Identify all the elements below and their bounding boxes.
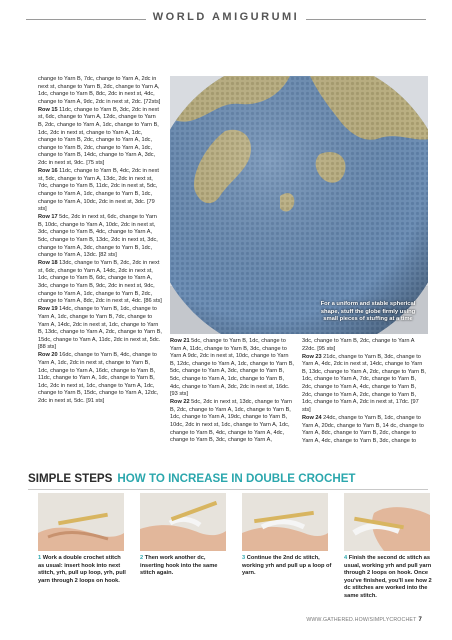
- row-label: Row 18: [38, 260, 58, 267]
- page-footer: [306, 617, 422, 623]
- row-instructions: change to Yarn B, 7dc, change to Yarn A, 2dc in next st, change to Yarn B, 2dc, change to Yarn A, 1dc, change to Yarn B, 8dc, 2dc in next st, 4dc, change to Yarn A, 9dc, 2dc in next st, 2dc. [72sts]: [38, 76, 161, 105]
- row-label: Row 17: [38, 214, 58, 221]
- steps-title-sub: HOW TO INCREASE IN DOUBLE CROCHET: [117, 472, 356, 485]
- row-instructions: 13dc, change to Yarn B, 2dc, 2dc in next st, 6dc, change to Yarn A, 14dc, 2dc in next st, 1dc, change to Yarn B, 6dc, change to Yarn A, 3dc, change to Yarn B, 9dc, 2dc in next st, 9dc, change to Yarn A, 1dc, change to Yarn B, 2dc, change to Yarn A, 8dc, 2dc in next st, 4dc. [86 sts]: [38, 260, 162, 305]
- row-label: Row 24: [302, 414, 322, 421]
- pattern-row: [170, 399, 294, 445]
- row-instructions: 5dc, change to Yarn B, 1dc, change to Yarn A, 11dc, change to Yarn B, 3dc, change to Yarn A 9dc, 2dc in next st, 10dc, change to Yarn B, 12dc, change to Yarn A, 1dc, change to Yarn B, 5dc, change to Yarn A, 3dc, change to Yarn B, 5dc, change to Yarn A, 1dc, change to Yarn B, 4dc, change to Yarn A, 3dc, 2dc in next st, 16dc. [93 sts]: [170, 338, 294, 398]
- pattern-row: [302, 338, 428, 353]
- simple-steps-heading: [28, 472, 356, 485]
- row-instructions: 11dc, change to Yarn B, 3dc, 2dc in next st, 6dc, change to Yarn A, 12dc, change to Yarn B, 2dc, change to Yarn A, 1dc, change to Yarn B, 1dc, 2dc in next st, change to Yarn A, 1dc, change to Yarn B, 2dc, change to Yarn A, 1dc, change to Yarn B, 2dc, change to Yarn A, 1dc, change to Yarn B, 14dc, change to Yarn A, 3dc, 2dc in next st, 9dc. [75 sts]: [38, 106, 159, 167]
- photo-caption: For a uniform and stable spherical shape, stuff the globe firmly using small pieces of stuffing at a time: [320, 301, 416, 323]
- step-1-photo: [38, 493, 124, 551]
- globe-illustration: [170, 76, 428, 334]
- magazine-section-title: WORLD AMIGURUMI: [152, 11, 300, 23]
- pattern-row: [38, 107, 162, 168]
- row-instructions: 5dc, 2dc in next st, 6dc, change to Yarn B, 10dc, change to Yarn A, 10dc, 2dc in next st, 3dc, change to Yarn B, 4dc, change to Yarn A, 5dc, change to Yarn B, 13dc, 2dc in next st, 3dc, change to Yarn A, 3dc, change to Yarn B, 1dc, change to Yarn A, 13dc. [82 sts]: [38, 214, 158, 259]
- step-2-text: 2 Then work another dc, inserting hook into the same stitch again.: [140, 555, 218, 577]
- row-instructions: 3dc, change to Yarn B, 2dc, change to Yarn A 22dc. [95 sts]: [302, 338, 415, 352]
- pattern-row: [38, 260, 162, 306]
- steps-rule: [28, 489, 428, 490]
- page-header: [0, 0, 452, 34]
- footer-url: WWW.GATHERED.HOW/SIMPLYCROCHET: [306, 617, 417, 623]
- row-label: Row 21: [170, 338, 190, 344]
- globe-shading: [170, 76, 428, 334]
- pattern-row: [38, 306, 162, 352]
- row-label: Row 22: [170, 399, 190, 406]
- pattern-row: [38, 168, 162, 214]
- pattern-row: [38, 76, 162, 106]
- row-instructions: 11dc, change to Yarn B, 4dc, 2dc in next st, 5dc, change to Yarn A, 13dc, 2dc in next st, 7dc, change to Yarn B, 11dc, 2dc in next st, 5dc, change to Yarn A, 1dc, change to Yarn B, 1dc, change to Yarn A, 10dc, 2dc in next st, 3dc. [79 sts]: [38, 168, 159, 213]
- page-number: 7: [418, 617, 422, 623]
- steps-title-main: SIMPLE STEPS: [28, 472, 113, 485]
- pattern-column-right: [302, 338, 428, 446]
- step-4-text: 4 Finish the second dc stitch as usual, working yrh and pull yarn through 2 loops on hook. Once you've finished, you'll see how 2 dc stitches are worked into the same stitch.: [344, 555, 432, 599]
- pattern-row: [38, 214, 162, 260]
- pattern-row: [302, 415, 428, 445]
- header-rule-right: [306, 19, 426, 20]
- step-2-photo: [140, 493, 226, 551]
- row-instructions: 16dc, change to Yarn B, 4dc, change to Yarn A, 1dc, 2dc in next st, change to Yarn B, 1dc, change to Yarn A, 16dc, change to Yarn B, 11dc, change to Yarn A, 1dc, change to Yarn B, 1dc, 2dc in next st, 1dc, change to Yarn A, 1dc, change to Yarn B, 15dc, change to Yarn A, 12dc, 2dc in next st, 5dc. [91 sts]: [38, 352, 159, 404]
- row-label: Row 20: [38, 352, 58, 359]
- globe-photo: [170, 76, 428, 334]
- pattern-row: [302, 354, 428, 415]
- step-1-text: 1 Work a double crochet stitch as usual: insert hook into next stitch, yrh, pull up loop, yrh, pull yarn through 2 loops on hook.: [38, 555, 126, 584]
- row-label: Row 23: [302, 353, 322, 360]
- step-4-photo: [344, 493, 430, 551]
- pattern-row: [170, 338, 294, 399]
- row-instructions: 21dc, change to Yarn B, 3dc, change to Yarn A, 4dc, 2dc in next st, 14dc, change to Yarn B, 13dc, change to Yarn A, 2dc, change to Yarn B, 1dc, change to Yarn A, 7dc, change to Yarn B, 2dc, change to Yarn A, 4dc, change to Yarn B, 2dc, change to Yarn A, 2dc, change to Yarn B, 1dc, change to Yarn A, 2dc in next st, 17dc. [97 sts]: [302, 353, 426, 413]
- row-label: Row 15: [38, 106, 58, 113]
- row-instructions: 24dc, change to Yarn B, 1dc, change to Yarn A, 20dc, change to Yarn B, 14 dc, change to Yarn A, 8dc, change to Yarn B, 2dc, change to Yarn A, 4dc, change to Yarn B, 3dc, change to: [302, 414, 424, 444]
- step-3-photo: [242, 493, 328, 551]
- row-instructions: 14dc, change to Yarn B, 1dc, change to Yarn A, 1dc, change to Yarn B, 7dc, change to Yarn A, 14dc, 2dc in next st, 1dc, change to Yarn B, 13dc, change to Yarn A, 2dc, change to Yarn B, 15dc, change to Yarn A, 11dc, 2dc in next st, 5dc. [88 sts]: [38, 306, 162, 351]
- pattern-column-left: [38, 76, 162, 406]
- row-label: Row 19: [38, 306, 58, 313]
- pattern-column-middle: [170, 338, 294, 445]
- step-3-text: 3 Continue the 2nd dc stitch, working yrh and pull up a loop of yarn.: [242, 555, 332, 577]
- pattern-row: [38, 352, 162, 405]
- row-instructions: 5dc, 2dc in next st, 13dc, change to Yarn B, 2dc, change to Yarn A, 1dc, change to Yarn B, 1dc, change to Yarn A, 19dc, change to Yarn B, 10dc, 2dc in next st, 1dc, change to Yarn A, 1dc, change to Yarn B, 4dc, change to Yarn A, 4dc, change to Yarn B, 3dc, change to Yarn A,: [170, 399, 293, 444]
- row-label: Row 16: [38, 168, 58, 175]
